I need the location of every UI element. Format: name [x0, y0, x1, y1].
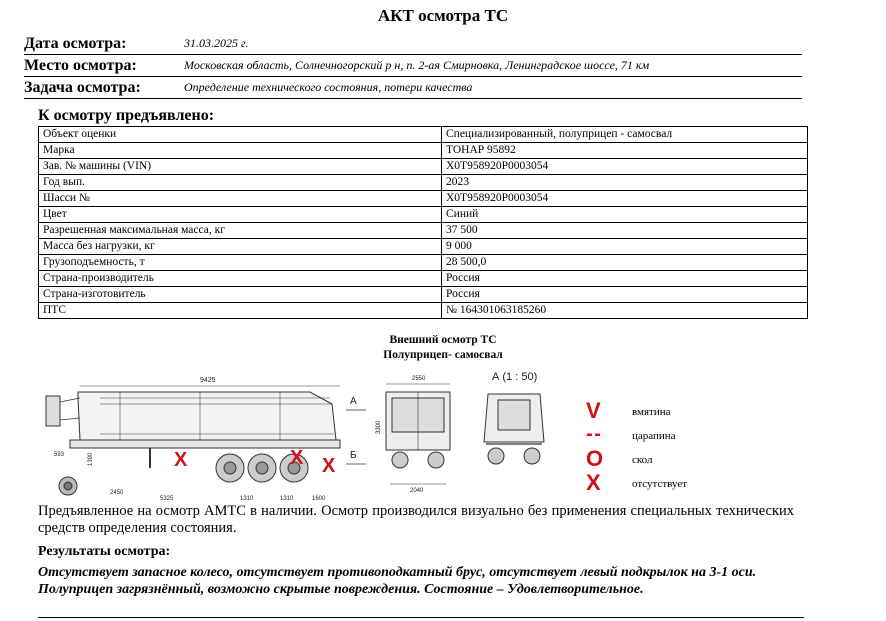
table-key: Грузоподъемность, т: [39, 255, 442, 271]
task-value: Определение технического состояния, потери качества: [184, 80, 473, 94]
table-key: Год вып.: [39, 175, 442, 191]
date-value: 31.03.2025 г.: [184, 36, 249, 50]
table-row: [39, 127, 808, 143]
table-value: 28 500,0: [442, 255, 808, 271]
view-a-arrow: А: [350, 396, 357, 407]
table-value: ТОНАР 95892: [442, 143, 808, 159]
table-value: Синий: [442, 207, 808, 223]
table-key: Страна-изготовитель: [39, 287, 442, 303]
missing-mark-icon: X: [290, 447, 304, 469]
dim-c: 1310: [240, 496, 254, 502]
table-key: ПТС: [39, 303, 442, 319]
table-row: [39, 175, 808, 191]
table-value: X0T958920P0003054: [442, 159, 808, 175]
inspection-subcaption: Полуприцеп- самосвал: [383, 349, 503, 361]
dim-height: 3300: [376, 420, 382, 434]
table-value: Специализированный, полуприцеп - самосвал: [442, 127, 808, 143]
view-b-arrow: Б: [350, 450, 357, 461]
legend-chip-label: скол: [632, 454, 653, 466]
table-row: [39, 271, 808, 287]
table-key: Разрешенная максимальная масса, кг: [39, 223, 442, 239]
dim-width-top: 2550: [412, 376, 426, 382]
table-row: [39, 159, 808, 175]
table-value: 9 000: [442, 239, 808, 255]
side-view: [46, 377, 366, 502]
dim-front: 1390: [88, 452, 94, 466]
table-row: [39, 303, 808, 319]
vehicle-info-table: [38, 126, 808, 319]
document-title: АКТ осмотра ТС: [377, 6, 509, 25]
results-title: Результаты осмотра:: [38, 544, 171, 559]
table-row: [39, 287, 808, 303]
presentation-text: Предъявленное на осмотр АМТС в наличии. Осмотр производился визуально без применения специальных технических средств определения состояния.: [38, 503, 794, 536]
dim-length: 9425: [200, 377, 216, 384]
table-key: Масса без нагрузки, кг: [39, 239, 442, 255]
chip-symbol-icon: O: [586, 446, 604, 471]
legend-missing-label: отсутствует: [632, 478, 688, 490]
table-key: Цвет: [39, 207, 442, 223]
dim-d: 1310: [280, 496, 294, 502]
dim-left: 593: [54, 452, 65, 458]
header-row-date: [24, 34, 802, 55]
table-row: [39, 143, 808, 159]
table-key: Шасси №: [39, 191, 442, 207]
bottom-rule: [38, 617, 804, 618]
table-key: Зав. № машины (VIN): [39, 159, 442, 175]
table-row: [39, 207, 808, 223]
table-key: Объект оценки: [39, 127, 442, 143]
dim-b: 5325: [160, 496, 174, 502]
table-row: [39, 255, 808, 271]
place-label: Место осмотра:: [24, 57, 137, 74]
front-view-a: [484, 371, 544, 464]
damage-legend: [586, 400, 716, 500]
table-row: [39, 191, 808, 207]
missing-mark-icon: X: [322, 455, 336, 477]
inspection-caption: Внешний осмотр ТС: [389, 334, 497, 346]
dim-a: 2450: [110, 490, 124, 496]
table-key: Страна-производитель: [39, 271, 442, 287]
table-row: [39, 239, 808, 255]
table-value: Россия: [442, 287, 808, 303]
table-value: 37 500: [442, 223, 808, 239]
task-label: Задача осмотра:: [24, 79, 141, 96]
table-row: [39, 223, 808, 239]
header-row-task: [24, 78, 802, 99]
missing-symbol-icon: X: [586, 470, 601, 495]
missing-mark-icon: X: [174, 449, 188, 471]
rear-view: [376, 376, 450, 494]
dim-width-bottom: 2040: [410, 488, 424, 494]
view-a-scale: А (1 : 50): [492, 371, 538, 383]
table-value: 2023: [442, 175, 808, 191]
results-text: Отсутствует запасное колесо, отсутствует противоподкатный брус, отсутствует левый подкрылок на 3-1 оси. Полуприцеп загрязнённый, возможно скрытые повреждения. Состояние – Удовлетворительное.: [38, 565, 757, 597]
table-value: Россия: [442, 271, 808, 287]
semitrailer-drawing: [40, 368, 600, 502]
table-value: X0T958920P0003054: [442, 191, 808, 207]
legend-dent-label: вмятина: [632, 406, 671, 418]
date-label: Дата осмотра:: [24, 35, 127, 52]
legend-scratch-label: царапина: [632, 430, 676, 442]
dim-e: 1600: [312, 496, 326, 502]
table-value: № 164301063185260: [442, 303, 808, 319]
section-title: К осмотру предъявлено:: [38, 107, 215, 124]
dent-symbol-icon: V: [586, 398, 601, 423]
header-row-place: [24, 56, 802, 77]
scratch-symbol-icon: - -: [586, 423, 599, 445]
table-key: Марка: [39, 143, 442, 159]
place-value: Московская область, Солнечногорский р н, п. 2-ая Смирновка, Ленинградское шоссе, 71 км: [184, 58, 650, 72]
